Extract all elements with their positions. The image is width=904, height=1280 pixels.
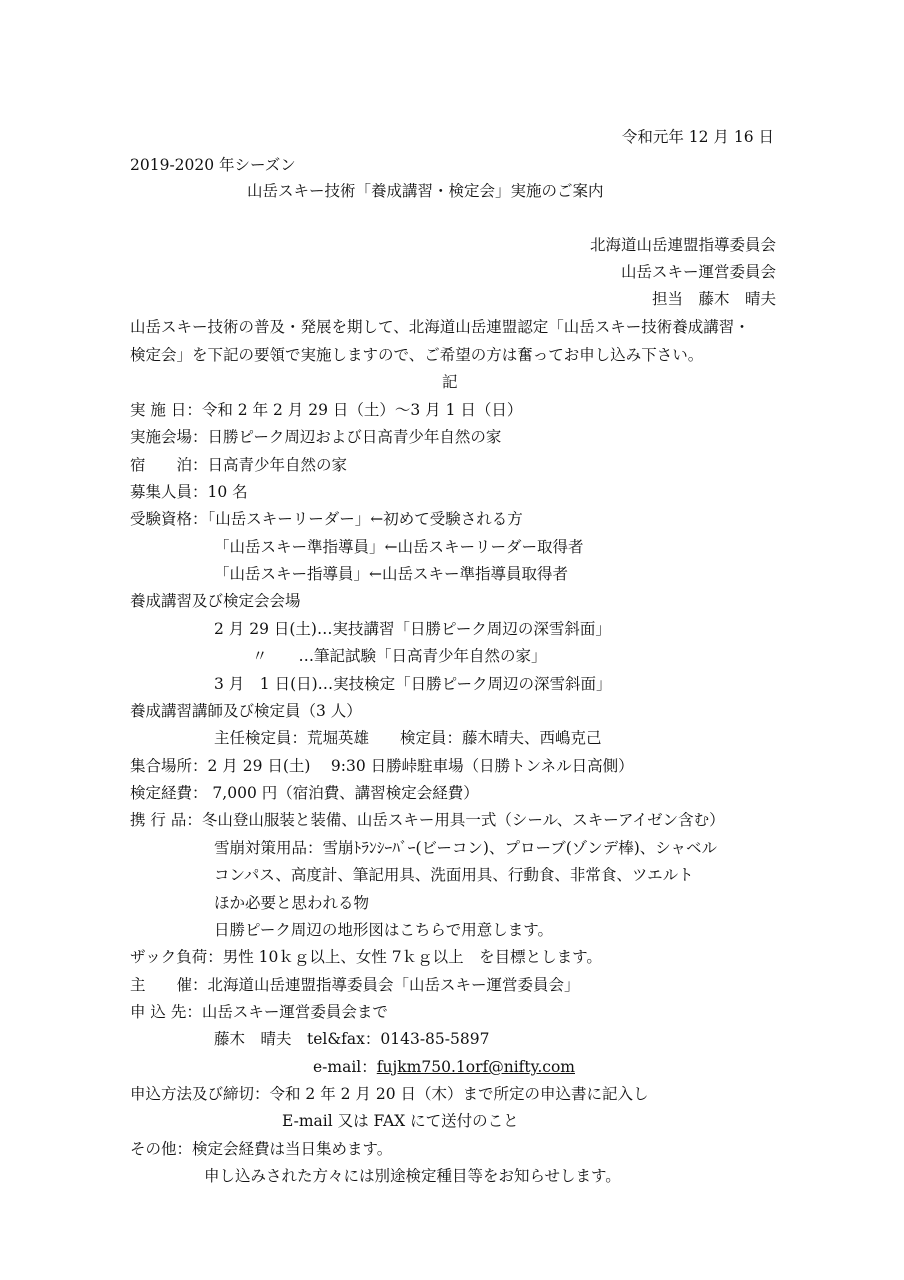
item-gear-5: 日勝ピーク周辺の地形図はこちらで用意します。 — [214, 921, 553, 939]
course-line-3: 3 月 1 日(日)…実技検定「日勝ピーク周辺の深雪斜面」 — [214, 675, 612, 693]
course-line-1: 2 月 29 日(土)…実技講習「日勝ピーク周辺の深雪斜面」 — [214, 620, 611, 638]
instructors-heading: 養成講習講師及び検定員（3 人） — [130, 702, 362, 720]
item-deadline-2: E-mail 又は FAX にて送付のこと — [282, 1112, 519, 1130]
item-date: 実 施 日：令和 2 年 2 月 29 日（土）～3 月 1 日（日） — [130, 401, 523, 419]
sender-person: 担当 藤木 晴夫 — [651, 290, 776, 308]
item-lodging: 宿 泊：日高青少年自然の家 — [130, 456, 348, 474]
document-date: 令和元年 12 月 16 日 — [621, 128, 774, 146]
item-gear-1: 携 行 品：冬山登山服装と装備、山岳スキー用具一式（シール、スキーアイゼン含む） — [130, 811, 725, 829]
item-gear-3: コンパス、高度計、筆記用具、洗面用具、行動食、非常食、ツエルト — [214, 866, 694, 884]
sender-committee: 山岳スキー運営委員会 — [620, 263, 776, 281]
item-gear-4: ほか必要と思われる物 — [214, 894, 370, 912]
email-link[interactable]: fujkm750.1orf@nifty.com — [376, 1058, 575, 1076]
item-apply-to: 申 込 先：山岳スキー運営委員会まで — [130, 1003, 388, 1021]
item-venue: 実施会場：日勝ピーク周辺および日高青少年自然の家 — [130, 428, 502, 446]
contact-email-row — [313, 1060, 575, 1076]
document-title: 山岳スキー技術「養成講習・検定会」実施のご案内 — [247, 182, 604, 200]
ki-heading: 記 — [442, 373, 458, 391]
item-meeting-place: 集合場所：2 月 29 日(土) 9:30 日勝峠駐車場（日勝トンネル日高側） — [130, 757, 634, 775]
item-qualification-1: 受験資格：「山岳スキーリーダー」←初めて受験される方 — [130, 510, 523, 528]
item-capacity: 募集人員：10 名 — [130, 483, 248, 501]
item-fee: 検定経費： 7,000 円（宿泊費、講習検定会経費） — [130, 784, 479, 802]
intro-line-2: 検定会」を下記の要領で実施しますので、ご希望の方は奮ってお申し込み下さい。 — [130, 346, 704, 364]
item-qualification-2: 「山岳スキー準指導員」←山岳スキーリーダー取得者 — [214, 538, 584, 556]
item-gear-2: 雪崩対策用品：雪崩ﾄﾗﾝｼｰﾊﾞｰ(ビーコン)、プローブ(ゾンデ棒)、シャベル — [214, 839, 717, 857]
intro-line-1: 山岳スキー技術の普及・発展を期して、北海道山岳連盟認定「山岳スキー技術養成講習・ — [130, 318, 750, 336]
item-pack-weight: ザック負荷：男性 10ｋｇ以上、女性 7ｋｇ以上 を目標とします。 — [130, 948, 602, 966]
item-qualification-3: 「山岳スキー指導員」←山岳スキー準指導員取得者 — [214, 565, 568, 583]
item-other-1: その他：検定会経費は当日集めます。 — [130, 1140, 393, 1158]
item-other-2: 申し込みされた方々には別途検定種目等をお知らせします。 — [204, 1167, 621, 1185]
sender-org: 北海道山岳連盟指導委員会 — [589, 236, 776, 254]
course-line-2: 〃 …筆記試験「日高青少年自然の家」 — [252, 647, 547, 665]
contact-tel: 藤木 晴夫 tel&fax：0143-85-5897 — [214, 1030, 490, 1048]
course-venue-heading: 養成講習及び検定会会場 — [130, 592, 301, 610]
email-label: e-mail： — [313, 1058, 377, 1076]
instructors-list: 主任検定員：荒堀英雄 検定員：藤木晴夫、西嶋克己 — [214, 729, 602, 747]
season-label: 2019-2020 年シーズン — [130, 156, 296, 174]
item-deadline-1: 申込方法及び締切：令和 2 年 2 月 20 日（木）まで所定の申込書に記入し — [130, 1085, 649, 1103]
item-host: 主 催：北海道山岳連盟指導委員会「山岳スキー運営委員会」 — [130, 976, 580, 994]
